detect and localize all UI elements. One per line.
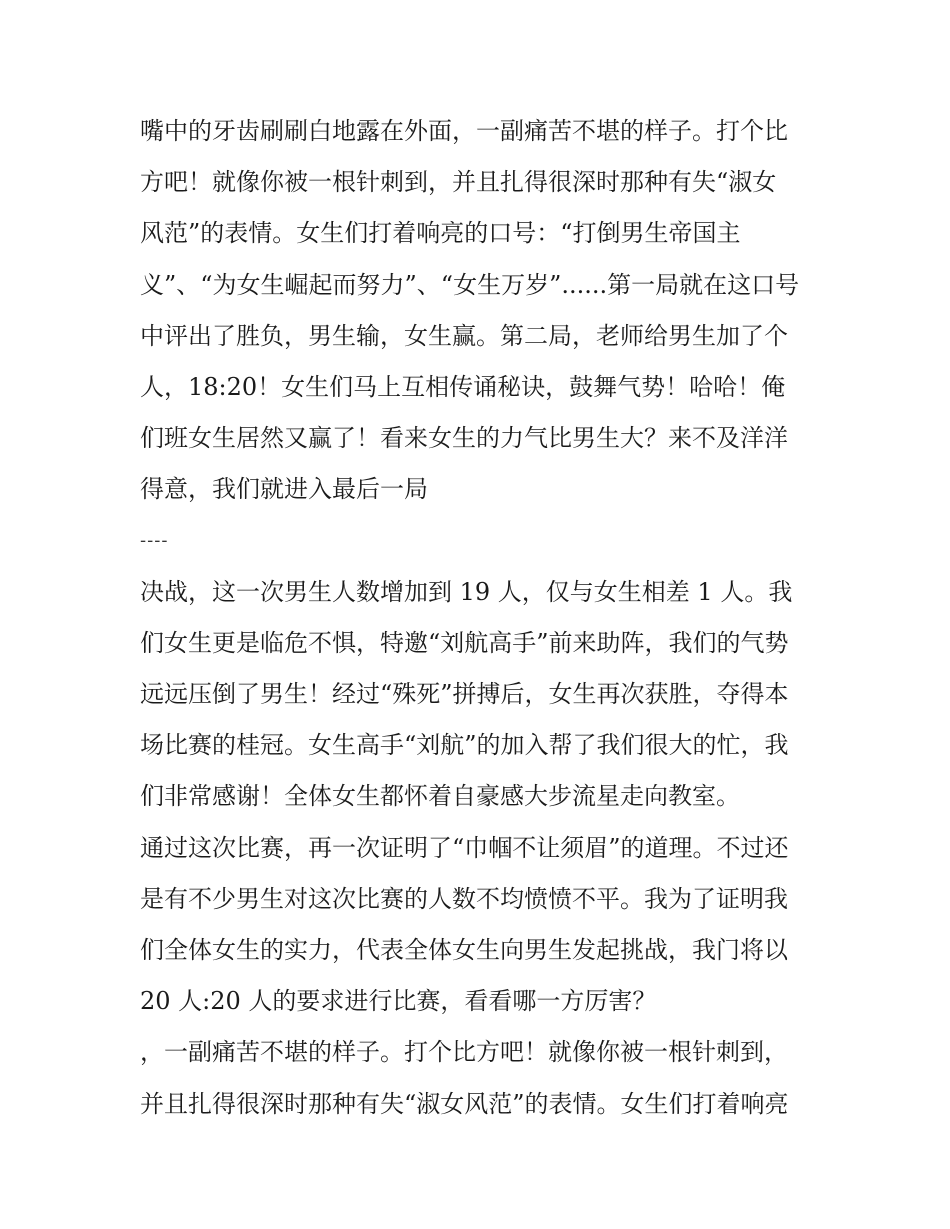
document-body xyxy=(140,106,820,1130)
text-line: 得意，我们就进入最后一局 xyxy=(140,475,428,504)
text-line: 并且扎得很深时那种有失“淑女风范”的表情。女生们打着响亮 xyxy=(140,1089,789,1118)
text-line: ，一副痛苦不堪的样子。打个比方吧！就像你被一根针刺到， xyxy=(140,1038,788,1067)
text-line: 们班女生居然又赢了！看来女生的力气比男生大？来不及洋洋 xyxy=(140,424,788,453)
text-line: 义”、“为女生崛起而努力”、“女生万岁”......第一局就在这口号 xyxy=(140,270,800,299)
text-line: 远远压倒了男生！经过“殊死”拼搏后，女生再次获胜，夺得本 xyxy=(140,680,789,709)
text-line: 20 人:20 人的要求进行比赛，看看哪一方厉害？ xyxy=(140,987,657,1016)
text-line: 是有不少男生对这次比赛的人数不均愤愤不平。我为了证明我 xyxy=(140,884,788,913)
text-line: 方吧！就像你被一根针刺到，并且扎得很深时那种有失“淑女 xyxy=(140,168,777,197)
text-line: 们非常感谢！全体女生都怀着自豪感大步流星走向教室。 xyxy=(140,782,740,811)
text-line: 中评出了胜负，男生输，女生赢。第二局，老师给男生加了个 xyxy=(140,321,788,350)
text-line: 嘴中的牙齿刷刷白地露在外面，一副痛苦不堪的样子。打个比 xyxy=(140,117,788,145)
text-line: 风范”的表情。女生们打着响亮的口号：“打倒男生帝国主 xyxy=(140,219,741,248)
text-line: 通过这次比赛，再一次证明了“巾帼不让须眉”的道理。不过还 xyxy=(140,833,789,862)
text-line: 人，18:20！女生们马上互相传诵秘诀，鼓舞气势！哈哈！俺 xyxy=(140,372,786,401)
text-line: 们全体女生的实力，代表全体女生向男生发起挑战，我门将以 xyxy=(140,936,788,964)
separator-line: ---- xyxy=(140,530,169,551)
text-line: 场比赛的桂冠。女生高手“刘航”的加入帮了我们很大的忙，我 xyxy=(140,731,789,760)
text-line: 决战，这一次男生人数增加到 19 人，仅与女生相差 1 人。我 xyxy=(140,577,793,606)
text-line: 们女生更是临危不惧，特邀“刘航高手”前来助阵，我们的气势 xyxy=(140,628,789,657)
